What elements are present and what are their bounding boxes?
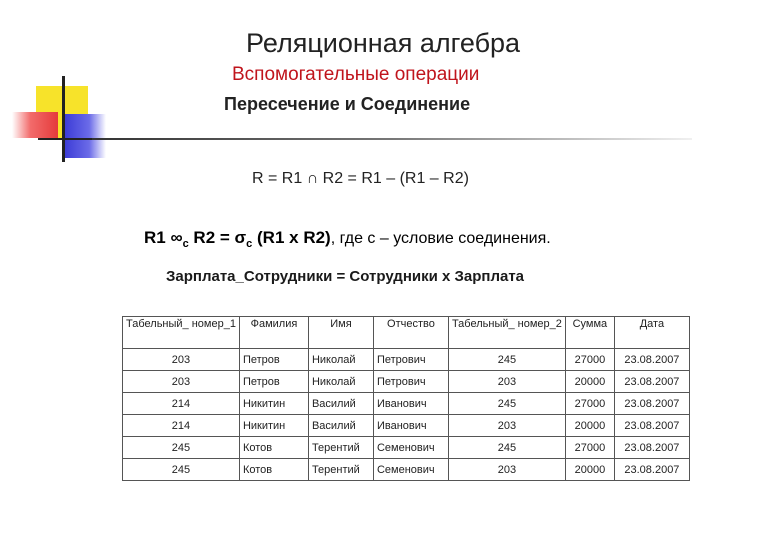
intersection-formula: R = R1 ∩ R2 = R1 – (R1 – R2) <box>252 170 469 187</box>
header-date: Дата <box>614 317 689 349</box>
result-table <box>122 316 690 481</box>
header-surname: Фамилия <box>239 317 308 349</box>
cell-date: 23.08.2007 <box>614 371 689 393</box>
cell-tab-num-2: 203 <box>448 459 565 481</box>
table-row <box>123 349 690 371</box>
cell-patronymic: Семенович <box>373 437 448 459</box>
cell-patronymic: Петрович <box>373 349 448 371</box>
cell-surname: Петров <box>239 349 308 371</box>
red-bar <box>12 112 58 138</box>
cell-tab-num-1: 214 <box>123 415 240 437</box>
slide-subtitle-2: Пересечение и Соединение <box>224 94 471 114</box>
join-formula-sub1: c <box>182 238 189 250</box>
cell-tab-num-2: 203 <box>448 371 565 393</box>
cell-date: 23.08.2007 <box>614 459 689 481</box>
table-row <box>123 415 690 437</box>
cell-tab-num-1: 245 <box>123 459 240 481</box>
table-row <box>123 437 690 459</box>
cell-date: 23.08.2007 <box>614 393 689 415</box>
cell-name: Николай <box>308 371 373 393</box>
join-formula-mid: R2 = σ <box>188 228 247 247</box>
cell-tab-num-1: 203 <box>123 371 240 393</box>
cell-tab-num-2: 245 <box>448 349 565 371</box>
join-formula <box>144 228 551 250</box>
slide-title: Реляционная алгебра <box>246 28 521 58</box>
header-tab-num-2: Табельный_ номер_2 <box>448 317 565 349</box>
cell-date: 23.08.2007 <box>614 349 689 371</box>
slide-subtitle: Вспомогательные операции <box>232 64 480 85</box>
header-amount: Сумма <box>565 317 614 349</box>
cell-name: Терентий <box>308 459 373 481</box>
cell-amount: 27000 <box>565 437 614 459</box>
cell-surname: Котов <box>239 437 308 459</box>
cell-name: Василий <box>308 415 373 437</box>
cell-name: Терентий <box>308 437 373 459</box>
join-formula-tail: , где c – условие соединения. <box>330 230 551 247</box>
cell-amount: 20000 <box>565 415 614 437</box>
example-formula: Зарплата_Сотрудники = Сотрудники х Зарплата <box>166 268 525 285</box>
cell-surname: Петров <box>239 371 308 393</box>
header-name: Имя <box>308 317 373 349</box>
cell-tab-num-1: 214 <box>123 393 240 415</box>
table-header-row <box>123 317 690 349</box>
table-row <box>123 371 690 393</box>
cell-amount: 20000 <box>565 371 614 393</box>
cell-name: Николай <box>308 349 373 371</box>
cell-patronymic: Семенович <box>373 459 448 481</box>
cell-surname: Котов <box>239 459 308 481</box>
join-formula-lhs: R1 ∞ <box>144 228 183 247</box>
table-row <box>123 459 690 481</box>
cell-amount: 27000 <box>565 393 614 415</box>
decorative-logo <box>0 0 120 170</box>
join-formula-sub2: c <box>246 238 253 250</box>
cell-tab-num-2: 203 <box>448 415 565 437</box>
vertical-line <box>62 76 65 162</box>
cell-tab-num-2: 245 <box>448 393 565 415</box>
title-divider <box>92 138 692 140</box>
blue-square <box>64 114 106 158</box>
header-patronymic: Отчество <box>373 317 448 349</box>
cell-patronymic: Иванович <box>373 415 448 437</box>
cell-patronymic: Иванович <box>373 393 448 415</box>
cell-tab-num-1: 245 <box>123 437 240 459</box>
cell-surname: Никитин <box>239 393 308 415</box>
cell-surname: Никитин <box>239 415 308 437</box>
cell-name: Василий <box>308 393 373 415</box>
cell-amount: 27000 <box>565 349 614 371</box>
header-tab-num-1: Табельный_ номер_1 <box>123 317 240 349</box>
join-formula-rhs: (R1 x R2) <box>252 228 331 247</box>
cell-amount: 20000 <box>565 459 614 481</box>
table-row <box>123 393 690 415</box>
cell-date: 23.08.2007 <box>614 437 689 459</box>
cell-date: 23.08.2007 <box>614 415 689 437</box>
cell-patronymic: Петрович <box>373 371 448 393</box>
cell-tab-num-1: 203 <box>123 349 240 371</box>
cell-tab-num-2: 245 <box>448 437 565 459</box>
